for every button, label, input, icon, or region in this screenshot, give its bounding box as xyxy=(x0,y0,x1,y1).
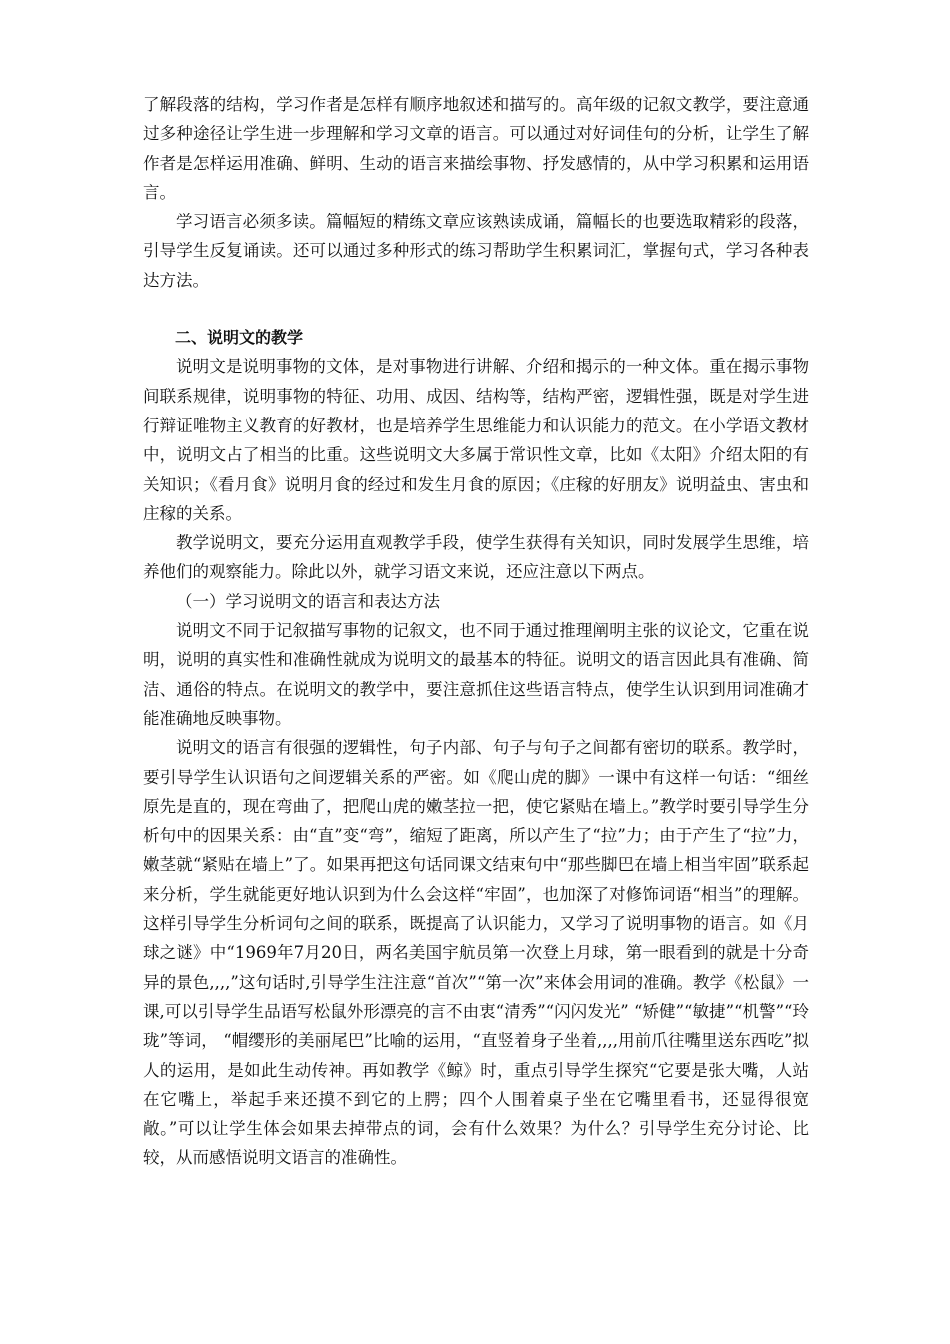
paragraph-logic-examples: 说明文的语言有很强的逻辑性，句子内部、句子与句子之间都有密切的联系。教学时，要引导学生认识语句之间逻辑关系的严密。如《爬山虎的脚》一课中有这样一句话：“细丝原先是直的，现在弯曲了，把爬山虎的嫩茎拉一把，使它紧贴在墙上。”教学时要引导学生分析句中的因果关系：由“直”变“弯”，缩短了距离，所以产生了“拉”力；由于产生了“拉”力，嫩茎就“紧贴在墙上”了。如果再把这句话同课文结束句中“那些脚巴在墙上相当牢固”联系起来分析，学生就能更好地认识到为什么会这样“牢固”，也加深了对修饰词语“相当”的理解。这样引导学生分析词句之间的联系，既提高了认识能力，又学习了说明事物的语言。如《月球之谜》中“1969年7月20日，两名美国宇航员第一次登上月球，第一眼看到的就是十分奇异的景色,,,,”这句话时,引导学生注注意“首次”“第一次”来体会用词的准确。教学《松鼠》一课,可以引导学生品语写松鼠外形漂亮的言不由衷“清秀”“闪闪发光” “矫健”“敏捷”“机警”“玲珑”等词， “帽缨形的美丽尾巴”比喻的运用，“直竖着身子坐着,,,,用前爪往嘴里送东西吃”拟人的运用，是如此生动传神。再如教学《鲸》时，重点引导学生探究“它要是张大嘴，人站在它嘴上，举起手来还摸不到它的上腭；四个人围着桌子坐在它嘴里看书，还显得很宽敞。”可以让学生体会如果去掉带点的词，会有什么效果？为什么？引导学生充分讨论、比较，从而感悟说明文语言的准确性。 xyxy=(143,738,809,1168)
paragraph-expository-definition: 说明文是说明事物的文体，是对事物进行讲解、介绍和揭示的一种文体。重在揭示事物间联系规律，说明事物的特征、功用、成因、结构等，结构严密，逻辑性强，既是对学生进行辩证唯物主义教育的好教材，也是培养学生思维能力和认识能力的范文。在小学语文教材中，说明文占了相当的比重。这些说明文大多属于常识性文章，比如《太阳》介绍太阳的有关知识；《看月食》说明月食的经过和发生月食的原因；《庄稼的好朋友》说明益虫、害虫和庄稼的关系。 xyxy=(143,357,809,523)
subsection-heading: （一）学习说明文的语言和表达方法 xyxy=(176,591,440,611)
section-heading: 二、说明文的教学 xyxy=(175,328,304,348)
paragraph-expository-teaching: 教学说明文，要充分运用直观教学手段，使学生获得有关知识，同时发展学生思维，培养他们的观察能力。除此以外，就学习语文来说，还应注意以下两点。 xyxy=(143,533,809,582)
paragraph-continued: 了解段落的结构，学习作者是怎样有顺序地叙述和描写的。高年级的记叙文教学，要注意通过多种途径让学生进一步理解和学习文章的语言。可以通过对好词佳句的分析，让学生了解作者是怎样运用准确、鲜明、生动的语言来描绘事物、抒发感情的，从中学习积累和运用语言。 xyxy=(143,95,809,202)
section-spacer xyxy=(143,295,809,323)
paragraph-language-features: 说明文不同于记叙描写事物的记叙文，也不同于通过推理阐明主张的议论文，它重在说明，说明的真实性和准确性就成为说明文的最基本的特征。说明文的语言因此具有准确、简洁、通俗的特点。在说明文的教学中，要注意抓住这些语言特点，使学生认识到用词准确才能准确地反映事物。 xyxy=(143,621,809,728)
paragraph-reading: 学习语言必须多读。篇幅短的精练文章应该熟读成诵，篇幅长的也要选取精彩的段落，引导学生反复诵读。还可以通过多种形式的练习帮助学生积累词汇，掌握句式，学习各种表达方法。 xyxy=(143,212,809,290)
document-body xyxy=(143,90,809,1173)
